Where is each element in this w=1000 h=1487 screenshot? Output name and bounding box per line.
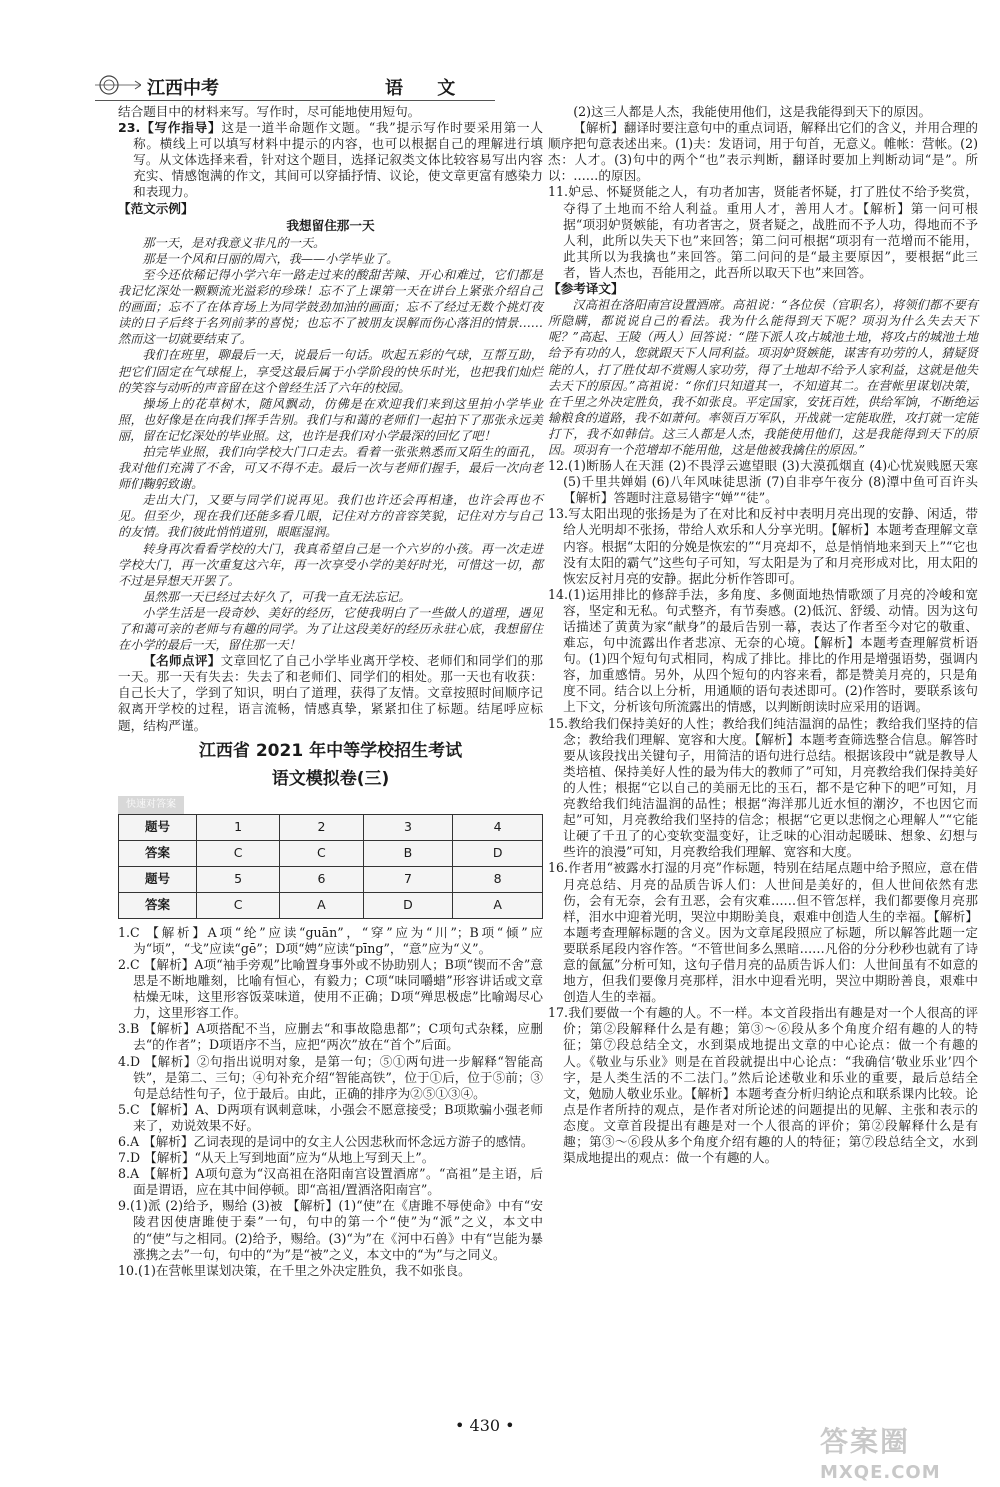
exam-title-line1: 江西省 2021 年中等学校招生考试 <box>198 740 463 761</box>
answer-17: 17.我们要做一个有趣的人。不一样。本文首段指出有趣是对一个人很高的评价；第②段解释什么是有趣；第③～⑥段从多个角度介绍有趣的人的特征；第⑦段总结全文，水到渠成地提出文章的中心论点：做一个有趣的人。《敬业与乐业》则是在首段就提出中心论点：“我确信‘敬业乐业’四个字，是人类生活的不二法门。”然后论述敬业和乐业的重要，最后总结全文，勉励人敬业乐业。【解析】本题考查分析归纳论点和联系课内比较。论点是作者所持的观点，是作者对所论述的问题提出的见解、主张和表示的态度。文章首段提出有趣是对一个人很高的评价；第②段解释什么是有趣；第③～⑥段从多个角度介绍有趣的人的特征；第⑦段总结全文，水到渠成地提出的观点：做一个有趣的人。 <box>548 1005 978 1166</box>
table-cell: A <box>280 892 363 918</box>
table-cell: 2 <box>280 814 363 840</box>
answer-15: 15.教给我们保持美好的人性；教给我们纯洁温润的品性；教给我们坚持的信念；教给我们理解、宽容和大度。【解析】本题考查筛选整合信息。解答时要从该段找出关键句子，用简洁的语句进行总结。根据该段中“就是教导人类培植、保持美好人性的最为伟大的教师了”可知，月亮教给我们保持美好的人性；根据“它以自己的美丽无比的玉石，都不是它种下的吧”可知，月亮教给我们纯洁温润的品性；根据“海洋那儿近水恒的潮汐，不也因它而起”可知，月亮教给我们坚持的信念；根据“它更以悲悯之心理解人”“它能让硬了千丑了的心变软变温变好，让乏味的心泪动起暖昧、想象、幻想与些许的浪漫”可知，月亮教给我们理解、宽容和大度。 <box>548 715 978 860</box>
watermark-text: 答案圈 <box>820 1425 911 1458</box>
answer-5: 5.C 【解析】A、D两项有讽刺意味，小强会不愿意接受；B项欺骗小强老师来了，劝说效果不好。 <box>118 1101 543 1133</box>
left-column <box>118 104 543 1279</box>
answer-10-analysis: 【解析】翻译时要注意句中的重点词语，解释出它们的含义，并用合理的顺序把句意表述出来。(1)夫：发语词，用于句首，无意义。帷帐：营帐。(2)杰：人才。(3)句中的两个“也”表示判断，翻译时要加上判断动词“是”。所以：……的原因。 <box>548 120 978 184</box>
q23-tag: 【写作指导】 <box>140 120 222 136</box>
right-column <box>548 104 978 1166</box>
essay-paragraph: 那一天，是对我意义非凡的一天。 <box>142 235 326 250</box>
comment-tag: 【名师点评】 <box>143 653 221 669</box>
essay-paragraph: 那是一个风和日丽的周六，我——小学毕业了。 <box>142 251 399 266</box>
table-cell: D <box>453 840 543 866</box>
watermark-url: MXQE.COM <box>820 1462 941 1483</box>
essay-paragraph: 走出大门，又要与同学们说再见。我们也许还会再相逢，也许会再也不见。但至少，现在我们还能多看几眼，记住对方的音容笑貌，记住对方与自己的友情。我们彼此悄悄道别，眼眶湿润。 <box>118 493 543 540</box>
table-cell: 题号 <box>119 814 197 840</box>
subject-title: 语 文 <box>385 78 470 99</box>
answer-10-part2: (2)这三人都是人杰，我能使用他们，这是我能得到天下的原因。 <box>573 104 932 119</box>
teacher-comment <box>118 653 543 733</box>
essay-paragraph: 至今还依稀记得小学六年一路走过来的酸甜苦辣、开心和难过，它们都是我记忆深处一颗颗流光溢彩的珍珠！忘不了上课第一天在讲台上紧张介绍自己的画面；忘不了在体育场上为同学鼓劲加油的画面；忘不了经过无数个挑灯夜读的日子后终于名列前茅的喜悦；也忘不了被朋友误解而伤心落泪的情景……然而这一切就要结束了。 <box>118 267 543 347</box>
answer-7: 7.D 【解析】“从天上写到地面”应为“从地上写到天上”。 <box>118 1150 435 1166</box>
comment-text: 文章回忆了自己小学毕业离开学校、老师们和同学们的那一天。那一天有失去：失去了和老师们、同学们的相处。那一天也有收获：自己长大了，学到了知识，明白了道理，获得了友情。文章按照时间顺序记叙离开学校的过程，语言流畅，情感真挚，紧紧扣住了标题。结尾呼应标题，结构严谨。 <box>118 653 544 733</box>
quick-answer-badge: 快速对答案 <box>118 796 184 814</box>
table-cell: 6 <box>280 866 363 892</box>
header-rule <box>95 100 495 101</box>
table-cell: C <box>197 892 280 918</box>
reference-translation-tag: 【参考译文】 <box>548 281 624 297</box>
answer-9: 9.(1)派 (2)给予，赐给 (3)被 【解析】(1)“使”在《唐雎不辱使命》中有“安陵君因使唐雎使于秦”一句，句中的第一个“使”为“派”之义，本文中的“使”与之相同。(2)给予，赐给。(3)“为”在《河中石兽》中有“岂能为暴涨携之去”一句，句中的“为”是“被”之义，本文中的“为”与之同义。 <box>118 1198 543 1262</box>
reference-translation: 汉高祖在洛阳南宫设置酒席。高祖说：“各位侯（官职名），将领们都不要有所隐瞒，都说说自己的看法。我为什么能得到天下呢？项羽为什么失去天下呢？”高起、王陵（两人）回答说：“陛下派人攻占城池土地，将攻占的城池土地给予有功的人，您就跟天下人同利益。项羽妒贤嫉能，谋害有功劳的人，猜疑贤能的人，打了胜仗却不赏赐人家功劳，得了土地却不给予人家利益，这就是他失去天下的原因。”高祖说：“你们只知道其一，不知道其二。在营帐里谋划决策，在千里之外决定胜负，我不如张良。平定国家，安抚百姓，供给军饷，不断绝运输粮食的道路，我不如萧何。率领百万军队，开战就一定能取胜，攻打就一定能打下，我不如韩信。这三人都是人杰，我能使用他们，这是我能得到天下的原因。项羽有一个范增却不能用他，这是他被我擒住的原因。” <box>548 298 978 457</box>
table-row <box>119 892 543 918</box>
table-cell: 5 <box>197 866 280 892</box>
table-cell: B <box>363 840 453 866</box>
q23-number: 23. <box>118 120 141 136</box>
table-cell: 答案 <box>119 892 197 918</box>
answer-8: 8.A 【解析】A项句意为“汉高祖在洛阳南宫设置酒席”。“高祖”是主语，后面是谓语，应在其中间停顿。即“高祖/置酒洛阳南宫”。 <box>118 1166 543 1198</box>
table-cell: 4 <box>453 814 543 840</box>
essay-body <box>118 235 543 653</box>
table-cell: C <box>280 840 363 866</box>
essay-paragraph: 操场上的花草树木，随风飘动，仿佛是在欢迎我们来到这里拍小学毕业照，也好像是在向我们挥手告别。我们与和蔼的老师们一起拍下了那张永远美丽，留在记忆深处的毕业照。这，也许是我们对小学最深的回忆了吧！ <box>118 396 543 443</box>
essay-paragraph: 我们在班里，聊最后一天，说最后一句话。吹起五彩的气球，互帮互助，把它们固定在气球棍上，享受这最后属于小学阶段的快乐时光，也把我们灿烂的笑容与动听的声音留在这个曾经生活了六年的校园。 <box>118 348 543 395</box>
essay-paragraph: 小学生活是一段奇妙、美好的经历，它使我明白了一些做人的道理，遇见了和蔼可亲的老师与有趣的同学。为了让这段美好的经历永驻心底，我想留住在小学的最后一天，留住那一天！ <box>118 605 543 653</box>
question-23 <box>118 120 543 200</box>
answer-13: 13.写太阳出现的张扬是为了在对比和反衬中表明月亮出现的安静、闲适，带给人光明却不张扬，带给人欢乐和人分享光明。【解析】本题考查理解文章内容。根据“太阳的分娩是恢宏的”“月亮却不，总是悄悄地来到天上”“它也没有太阳的霸气”这些句子可知，写太阳是为了和月亮形成对比，用太阳的恢宏反衬月亮的安静。据此分析作答即可。 <box>548 506 978 586</box>
answer-1: 1.C 【解析】A项“纶”应读“guān”，“穿”应为“川”；B项“倾”应为“顷”，“戈”应读“gē”；D项“娉”应读“pīng”，“意”应为“义”。 <box>118 924 543 956</box>
answer-3: 3.B 【解析】A项搭配不当，应删去“和事故隐患都”；C项句式杂糅，应删去“的作者”；D项语序不当，应把“两次”放在“首个”后面。 <box>118 1021 543 1053</box>
answer-table <box>118 814 543 919</box>
compass-logo-icon <box>95 74 141 96</box>
page-number: • 430 • <box>455 1416 515 1435</box>
answer-4: 4.D 【解析】②句指出说明对象，是第一句；⑤①两句进一步解释“智能高铁”，是第二、三句；④句补充介绍“智能高铁”，位于①后，位于⑤前；③句是总结性句子，位于最后。由此，正确的排序为②⑤①③④。 <box>118 1053 543 1101</box>
table-row <box>119 866 543 892</box>
table-cell: C <box>197 840 280 866</box>
book-title: 江西中考 <box>147 78 219 99</box>
sample-tag: 【范文示例】 <box>118 200 194 216</box>
table-cell: D <box>363 892 453 918</box>
table-cell: 答案 <box>119 840 197 866</box>
table-cell: 题号 <box>119 866 197 892</box>
exam-title-line2: 语文模拟卷(三) <box>271 768 390 789</box>
page-header <box>95 70 495 104</box>
essay-paragraph: 虽然那一天已经过去好久了，可我一直无法忘记。 <box>142 589 411 604</box>
intro-text: 结合题目中的材料来写。写作时，尽可能地使用短句。 <box>118 104 421 119</box>
essay-title: 我想留住那一天 <box>286 217 375 233</box>
essay-paragraph: 转身再次看看学校的大门，我真希望自己是一个六岁的小孩。再一次走进学校大门，再一次重复这六年，再一次享受小学的美好时光，可惜这一切，都不过是异想天开罢了。 <box>118 541 543 588</box>
answer-2: 2.C 【解析】A项“袖手旁观”比喻置身事外或不协助别人；B项“锲而不舍”意思是不断地雕刻，比喻有恒心，有毅力；C项“味同嚼蜡”形容讲话或文章枯燥无味，这里形容饭菜味道，使用不正确；D项“殚思极虑”比喻竭尽心力，这里形容工作。 <box>118 956 543 1021</box>
table-cell: 1 <box>197 814 280 840</box>
answer-6: 6.A 【解析】乙词表现的是词中的女主人公因悲秋而怀念远方游子的感情。 <box>118 1133 534 1149</box>
table-cell: A <box>453 892 543 918</box>
watermark-logo <box>820 1420 990 1483</box>
answer-14: 14.(1)运用排比的修辞手法，多角度、多侧面地热情歌颂了月亮的冷峻和宽容，坚定和无私。句式整齐，有节奏感。(2)低沉、舒缓、动情。因为这句话描述了黄黄为家“献身”的最后告别一幕，表达了作者至今对它的敬重、难忘，句中流露出作者悲凉、无奈的心境。【解析】本题考查理解赏析语句。(1)四个短句句式相同，构成了排比。排比的作用是增强语势，强调内容，加重感情。另外，从四个短句的内容来看，都是赞美月亮的，只是角度不同。结合以上分析，用通顺的语句表述即可。(2)作答时，要联系该句上下文，分析该句所流露出的情感，以判断朗读时应采用的语调。 <box>548 586 978 715</box>
table-cell: 8 <box>453 866 543 892</box>
answer-10: 10.(1)在营帐里谋划决策，在千里之外决定胜负，我不如张良。 <box>118 1262 471 1278</box>
table-row <box>119 840 543 866</box>
essay-paragraph: 拍完毕业照，我们向学校大门口走去。看着一张张熟悉而又陌生的面孔，我对他们充满了不舍，可又不得不走。最后一次与老师们握手，最后一次向老师们鞠躬致谢。 <box>118 444 543 492</box>
answer-11: 11.妒忌、怀疑贤能之人，有功者加害，贤能者怀疑，打了胜仗不给予奖赏，夺得了土地而不给人利益。重用人才，善用人才。【解析】第一问可根据“项羽妒贤嫉能，有功者害之，贤者疑之，战胜而不予人功，得地而不予人利，此所以失天下也”来回答；第二问可根据“项羽有一范增而不能用，此其所以为我擒也”来回答。第二问问的是“最主要原因”，要根据“此三者，皆人杰也，吾能用之，此吾所以取天下也”来回答。 <box>548 184 978 280</box>
table-cell: 7 <box>363 866 453 892</box>
table-row <box>119 814 543 840</box>
answer-16: 16.作者用“被露水打湿的月亮”作标题，特别在结尾点题中给予照应，意在借月亮总结、月亮的品质告诉人们：人世间是美好的，但人世间依然有悲伤，会有无奈，会有丑恶，会有灾难……但不管怎样，我们都要像月亮那样，泪水中迎着光明，哭泣中期盼美良，艰难中创造人生的幸福。【解析】本题考查理解标题的含义。因为文章尾段照应了标题，所以解答此题一定要联系尾段内容作答。“不管世间多么黑暗……凡俗的分分秒秒也就有了诗意的氤氲”分析可知，这句子借月亮的品质告诉人们：人世间虽有不如意的地方，但我们要像月亮那样，泪水中迎看光明，哭泣中期盼善良，艰难中创造人生的幸福。 <box>548 860 978 1005</box>
answer-12: 12.(1)断肠人在天涯 (2)不畏浮云遮望眼 (3)大漠孤烟直 (4)心忧炭贱愿天寒 (5)千里共婵娟 (6)八年风味徒思浙 (7)自非亭午夜分 (8)潭中鱼可百许头 【解析】答题时注意易错字“婵”“徒”。 <box>548 458 978 506</box>
q23-text: 这是一道半命题作文题。“我”提示写作时要采用第一人称。横线上可以填写材料中提示的内容，也可以根据自己的理解进行填写。从文体选择来看，针对这个题目，选择记叙类文体比较容易写出内容充实、情感饱满的作文，其间可以穿插抒情、议论，使文章更富有感染力和表现力。 <box>133 120 543 200</box>
table-cell: 3 <box>363 814 453 840</box>
